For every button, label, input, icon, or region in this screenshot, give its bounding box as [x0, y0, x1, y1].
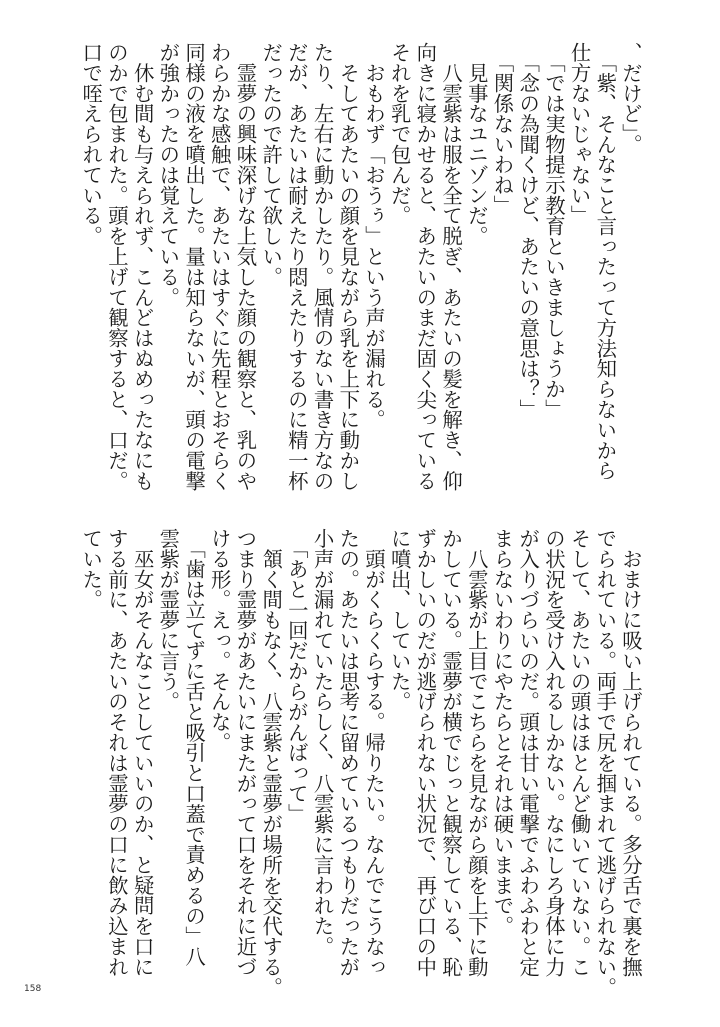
top-text-block — [77, 42, 643, 492]
text-line: だが、あたいは耐えたり悶えたりするのに精一杯 — [284, 42, 309, 491]
text-line: それを乳で包んだ。 — [387, 42, 412, 226]
text-line: する前に、あたいのそれは霊夢の口に飲み込まれ — [104, 528, 129, 977]
text-line: 「関係ないわね」 — [490, 42, 515, 216]
text-line: 八雲紫が上目でこちらを見ながら顔を上下に動 — [464, 528, 489, 977]
text-line: たの。あたいは思考に留めているつもりだったが — [336, 528, 361, 977]
text-line: まらないわりにやたらとそれは硬いままで。 — [490, 528, 515, 936]
text-line: 八雲紫は服を全て脱ぎ、あたいの髪を解き、仰 — [439, 42, 464, 491]
text-line: が入りづらいのだ。頭は甘い電撃でふわふわと定 — [516, 528, 541, 977]
text-line: そしてあたいの顔を見ながら乳を上下に動かし — [336, 42, 361, 491]
text-line: 見事なユニゾンだ。 — [464, 42, 489, 246]
text-line: 「念の為聞くけど、あたいの意思は？」 — [516, 42, 541, 420]
text-line: 霊夢の興味深げな上気した顔の観察と、乳のや — [233, 42, 258, 491]
text-line: ける形。えっ。そんな。 — [207, 528, 232, 753]
text-line: 向きに寝かせると、あたいのまだ固く尖っている — [413, 42, 438, 491]
text-line: 口で咥えられている。 — [79, 42, 104, 246]
text-line: 仕方ないじゃない」 — [567, 42, 592, 226]
text-line: ていた。 — [79, 528, 104, 610]
text-line: おもわず「おうぅ」という声が漏れる。 — [361, 42, 386, 430]
text-line: おまけに吸い上げられている。多分舌で裏を撫 — [619, 528, 643, 977]
text-line: 頷く間もなく、八雲紫と霊夢が場所を交代する。 — [259, 528, 284, 998]
text-line: 小声が漏れていたらしく、八雲紫に言われた。 — [310, 528, 335, 957]
text-line: 雲紫が霊夢に言う。 — [156, 528, 181, 712]
text-line: そして、あたいの頭はほとんど働いていない。こ — [567, 528, 592, 977]
text-line: 、だけど」。 — [619, 42, 643, 155]
text-line: かしている。霊夢が横でじっと観察している、恥 — [439, 528, 464, 977]
text-line: が強かったのは覚えている。 — [156, 42, 181, 308]
text-line: わらかな感触で、あたいはすぐに先程とおそらく — [207, 42, 232, 491]
text-line: ずかしいのだが逃げられない状況で、再び口の中 — [413, 528, 438, 977]
page-number: 158 — [24, 984, 42, 994]
text-line: 「あと一回だからがんばって」 — [284, 528, 309, 824]
text-line: でられている。両手で尻を掴まれて逃げられない。 — [593, 528, 618, 998]
text-line: に噴出、していた。 — [387, 528, 412, 712]
text-line: のかで包まれた。頭を上げて観察すると、口だ。 — [104, 42, 129, 491]
text-line: 巫女がそんなことしていいのか、と疑問を口に — [130, 528, 155, 977]
text-line: だったので許して欲しい。 — [259, 42, 284, 287]
text-line: 休む間も与えられず、こんどはぬめったなにも — [130, 42, 155, 491]
bottom-text-block — [77, 528, 643, 998]
text-line: 「紫、そんなこと言ったって方法知らないから — [593, 42, 618, 481]
text-line: 「歯は立てずに舌と吸引と口蓋で責めるの」八 — [182, 528, 207, 967]
text-line: 頭がくらくらする。帰りたい。なんでこうなっ — [361, 528, 386, 977]
text-line: 同様の液を噴出した。量は知らないが、頭の電撃 — [182, 42, 207, 491]
text-line: 「では実物提示教育といきましょうか」 — [541, 42, 566, 420]
text-line: たり、左右に動かしたり。風情のない書き方なの — [310, 42, 335, 491]
text-line: つまり霊夢があたいにまたがって口をそれに近づ — [233, 528, 258, 977]
text-line: の状況を受け入れるしかない。なにしろ身体に力 — [541, 528, 566, 977]
